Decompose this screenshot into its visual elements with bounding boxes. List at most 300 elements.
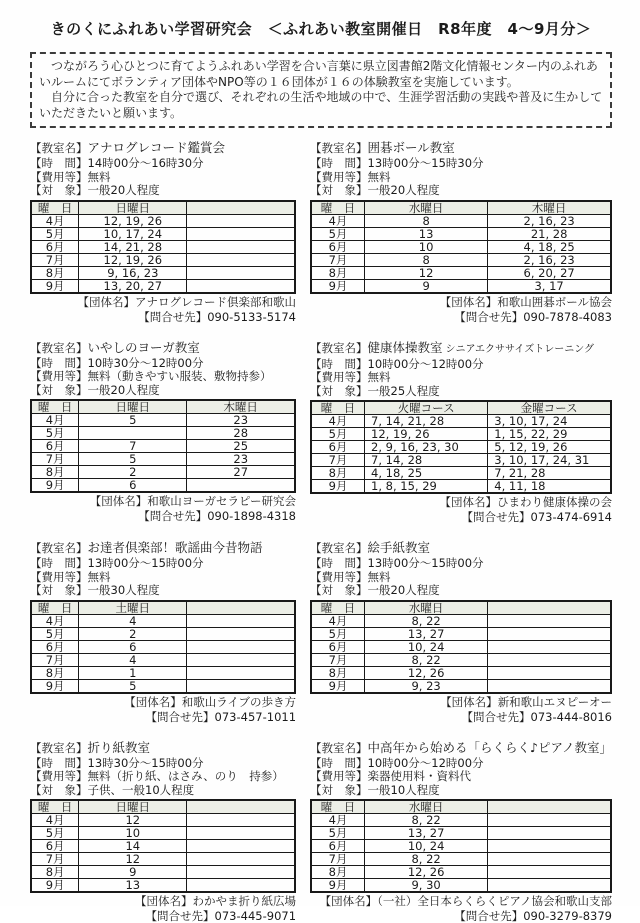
group-label: 【団体名】 — [320, 894, 378, 908]
month-cell: 7月 — [311, 653, 364, 666]
schedule-row — [311, 240, 611, 253]
column-header-cell — [488, 601, 611, 615]
dates-cell: 13, 27 — [365, 827, 488, 840]
dates-cell — [187, 627, 295, 640]
info-line-target — [30, 784, 296, 798]
dates-cell: 8 — [365, 253, 488, 266]
dates-cell: 13 — [365, 227, 488, 240]
class-section-7 — [310, 740, 612, 923]
class-name: 囲碁ボール教室 — [368, 140, 455, 155]
footer-line-contact — [310, 510, 612, 524]
schedule-row — [311, 840, 611, 853]
dates-cell: 2 — [79, 627, 187, 640]
info-line-target — [310, 385, 612, 399]
month-cell: 9月 — [31, 479, 79, 493]
class-name: 絵手紙教室 — [368, 540, 431, 555]
schedule-row — [31, 440, 295, 453]
dates-cell: 13, 27 — [365, 627, 488, 640]
schedule-row — [31, 814, 295, 827]
schedule-row — [31, 866, 295, 879]
dates-cell — [488, 827, 611, 840]
dates-cell — [187, 253, 295, 266]
dates-cell — [187, 227, 295, 240]
class-name: お達者倶楽部！歌謡曲今昔物語 — [88, 540, 263, 555]
class-name: いやしのヨーガ教室 — [88, 340, 200, 355]
footer-line-group — [30, 894, 296, 908]
column-header-cell: 木曜日 — [187, 400, 295, 414]
info-line-time — [310, 157, 612, 171]
class-section-4 — [30, 540, 296, 724]
month-cell: 7月 — [311, 454, 364, 467]
month-cell: 8月 — [31, 466, 79, 479]
dates-cell: 8, 22 — [365, 814, 488, 827]
schedule-row — [31, 653, 295, 666]
dates-cell — [488, 640, 611, 653]
month-cell: 6月 — [31, 240, 79, 253]
info-line-name — [30, 340, 296, 356]
column-header-cell: 火曜コース — [365, 401, 488, 415]
name-label: 【教室名】 — [30, 341, 88, 355]
dates-cell: 7, 14, 28 — [365, 454, 488, 467]
schedule-row — [31, 453, 295, 466]
month-cell: 8月 — [31, 266, 79, 279]
class-fee: 無料 — [368, 170, 391, 184]
info-line-target — [30, 184, 296, 198]
dates-cell: 1 — [79, 666, 187, 679]
schedule-row — [31, 240, 295, 253]
target-label: 【対 象】 — [310, 384, 368, 398]
schedule-row — [311, 428, 611, 441]
contact-phone: 090-1898-4318 — [207, 509, 296, 523]
class-section-2 — [30, 340, 296, 524]
schedule-row — [31, 614, 295, 627]
month-cell: 8月 — [311, 467, 364, 480]
group-label: 【団体名】 — [78, 295, 136, 309]
month-cell: 8月 — [31, 866, 79, 879]
dates-cell: 6 — [79, 640, 187, 653]
name-label: 【教室名】 — [310, 341, 368, 355]
dates-cell: 12, 19, 26 — [79, 253, 187, 266]
dates-cell: 5 — [79, 679, 187, 693]
class-time: 10時00分～12時00分 — [368, 756, 484, 770]
dates-cell: 10, 24 — [365, 840, 488, 853]
contact-phone: 090-7878-4083 — [523, 310, 612, 324]
dates-cell: 2, 16, 23 — [488, 253, 611, 266]
info-line-name — [30, 740, 296, 756]
column-header-cell: 日曜日 — [79, 201, 187, 215]
fee-label: 【費用等】 — [310, 370, 368, 384]
schedule-row — [311, 614, 611, 627]
group-name: わかやま折り紙広場 — [193, 894, 297, 908]
group-label: 【団体名】 — [90, 494, 148, 508]
schedule-row — [311, 866, 611, 879]
dates-cell: 8 — [365, 214, 488, 227]
schedule-header-row — [31, 201, 295, 215]
column-header-cell: 日曜日 — [79, 400, 187, 414]
dates-cell: 8, 22 — [365, 853, 488, 866]
footer-line-contact — [30, 509, 296, 523]
fee-label: 【費用等】 — [30, 769, 88, 783]
month-cell: 7月 — [31, 253, 79, 266]
class-time: 10時30分～12時00分 — [88, 356, 204, 370]
class-target: 子供、一般10人程度 — [88, 783, 195, 797]
contact-label: 【問合せ先】 — [462, 710, 531, 724]
month-cell: 7月 — [31, 853, 79, 866]
month-cell: 6月 — [311, 840, 364, 853]
dates-cell — [187, 640, 295, 653]
sections-grid — [30, 140, 612, 923]
month-cell: 8月 — [311, 666, 364, 679]
dates-cell: 12 — [365, 266, 488, 279]
month-cell: 4月 — [31, 614, 79, 627]
time-label: 【時 間】 — [310, 556, 368, 570]
class-section-0 — [30, 140, 296, 324]
dates-cell: 10, 17, 24 — [79, 227, 187, 240]
class-fee: 無料（折り紙、はさみ、のり 持参） — [88, 769, 284, 783]
schedule-row — [31, 479, 295, 493]
dates-cell — [488, 627, 611, 640]
footer-line-group — [30, 695, 296, 709]
name-label: 【教室名】 — [30, 741, 88, 755]
schedule-table — [30, 200, 296, 294]
schedule-row — [311, 679, 611, 693]
contact-phone: 073-457-1011 — [215, 710, 296, 724]
target-label: 【対 象】 — [30, 183, 88, 197]
schedule-row — [31, 853, 295, 866]
info-line-name — [310, 540, 612, 556]
dates-cell: 23 — [187, 453, 295, 466]
dates-cell — [187, 614, 295, 627]
schedule-row — [311, 814, 611, 827]
class-time: 13時00分～15時00分 — [88, 556, 204, 570]
name-label: 【教室名】 — [310, 741, 368, 755]
page-title: きのくにふれあい学習研究会 ＜ふれあい教室開催日 R8年度 4～9月分＞ — [30, 18, 612, 39]
info-line-fee — [30, 370, 296, 384]
fee-label: 【費用等】 — [310, 769, 368, 783]
dates-cell — [187, 266, 295, 279]
dates-cell: 13 — [79, 879, 187, 893]
month-cell: 4月 — [31, 214, 79, 227]
schedule-row — [311, 467, 611, 480]
dates-cell — [187, 814, 295, 827]
dates-cell — [79, 427, 187, 440]
schedule-header-row — [31, 800, 295, 814]
class-name: 折り紙教室 — [88, 740, 151, 755]
target-label: 【対 象】 — [310, 583, 368, 597]
group-name: 和歌山ライブの歩き方 — [182, 695, 296, 709]
class-target: 一般25人程度 — [368, 384, 440, 398]
schedule-header-row — [31, 400, 295, 414]
schedule-header-row — [31, 601, 295, 615]
class-section-6 — [30, 740, 296, 923]
column-header-cell — [187, 601, 295, 615]
class-fee: 無料 — [368, 570, 391, 584]
footer-line-contact — [30, 909, 296, 923]
class-section-3 — [310, 340, 612, 525]
schedule-row — [31, 214, 295, 227]
column-header-cell — [187, 201, 295, 215]
dates-cell: 4 — [79, 653, 187, 666]
class-target: 一般20人程度 — [368, 183, 440, 197]
dates-cell: 3, 17 — [488, 279, 611, 293]
info-line-name — [310, 140, 612, 156]
dates-cell: 7, 21, 28 — [488, 467, 611, 480]
contact-label: 【問合せ先】 — [454, 909, 523, 923]
schedule-row — [31, 279, 295, 293]
dates-cell: 12, 26 — [365, 666, 488, 679]
info-line-name — [30, 540, 296, 556]
class-time: 14時00分～16時30分 — [88, 156, 204, 170]
dates-cell: 4, 18, 25 — [488, 240, 611, 253]
dates-cell — [488, 614, 611, 627]
month-cell: 5月 — [31, 227, 79, 240]
footer-line-contact — [30, 710, 296, 724]
group-name: アナログレコード倶楽部和歌山 — [135, 295, 296, 309]
contact-label: 【問合せ先】 — [146, 909, 215, 923]
dates-cell: 3, 10, 17, 24, 31 — [488, 454, 611, 467]
info-line-name — [310, 740, 612, 756]
schedule-row — [31, 840, 295, 853]
target-label: 【対 象】 — [30, 783, 88, 797]
dates-cell: 9 — [79, 866, 187, 879]
dates-cell: 6 — [79, 479, 187, 493]
dates-cell: 9, 23 — [365, 679, 488, 693]
footer-line-contact — [310, 909, 612, 923]
month-cell: 4月 — [311, 214, 364, 227]
dates-cell: 5 — [79, 414, 187, 427]
time-label: 【時 間】 — [30, 156, 88, 170]
month-cell: 6月 — [311, 640, 364, 653]
class-fee: 無料 — [88, 170, 111, 184]
month-cell: 6月 — [31, 640, 79, 653]
contact-label: 【問合せ先】 — [138, 509, 207, 523]
column-header-cell: 水曜日 — [365, 800, 488, 814]
schedule-row — [311, 653, 611, 666]
dates-cell: 23 — [187, 414, 295, 427]
group-name: （一社）全日本らくらくピアノ協会和歌山支部 — [377, 894, 612, 908]
schedule-row — [31, 879, 295, 893]
schedule-row — [311, 627, 611, 640]
target-label: 【対 象】 — [310, 783, 368, 797]
contact-phone: 090-3279-8379 — [523, 909, 612, 923]
group-name: ひまわり健康体操の会 — [497, 495, 612, 509]
dates-cell: 12, 19, 26 — [365, 428, 488, 441]
day-header-cell: 曜 日 — [31, 601, 79, 615]
dates-cell: 8, 22 — [365, 653, 488, 666]
schedule-row — [31, 427, 295, 440]
schedule-table — [310, 600, 612, 694]
fee-label: 【費用等】 — [310, 170, 368, 184]
month-cell: 5月 — [311, 428, 364, 441]
footer-line-contact — [30, 310, 296, 324]
info-line-fee — [310, 171, 612, 185]
dates-cell: 12 — [79, 814, 187, 827]
schedule-row — [311, 853, 611, 866]
class-time: 10時00分～12時00分 — [368, 357, 484, 371]
footer-line-contact — [310, 310, 612, 324]
dates-cell: 12, 26 — [365, 866, 488, 879]
dates-cell: 4, 11, 18 — [488, 480, 611, 494]
column-header-cell: 土曜日 — [79, 601, 187, 615]
dates-cell — [488, 679, 611, 693]
schedule-header-row — [311, 800, 611, 814]
month-cell: 9月 — [31, 879, 79, 893]
month-cell: 5月 — [31, 827, 79, 840]
footer-line-group — [310, 695, 612, 709]
group-name: 和歌山囲碁ボール協会 — [497, 295, 612, 309]
group-label: 【団体名】 — [440, 495, 498, 509]
schedule-row — [31, 679, 295, 693]
day-header-cell: 曜 日 — [31, 201, 79, 215]
class-time: 13時00分～15時00分 — [368, 556, 484, 570]
target-label: 【対 象】 — [310, 183, 368, 197]
info-line-name — [310, 340, 612, 357]
schedule-table — [30, 799, 296, 893]
dates-cell: 21, 28 — [488, 227, 611, 240]
info-line-target — [310, 584, 612, 598]
schedule-table — [310, 200, 612, 294]
info-line-time — [310, 557, 612, 571]
dates-cell: 6, 20, 27 — [488, 266, 611, 279]
intro-paragraph-2: 自分に合った教室を自分で選び、それぞれの生活や地域の中で、生涯学習活動の実践や普及に生かしていただきたいと願います。 — [39, 90, 603, 121]
class-fee: 無料（動きやすい服装、敷物持参） — [88, 369, 272, 383]
class-target: 一般10人程度 — [368, 783, 440, 797]
schedule-row — [31, 466, 295, 479]
column-header-cell: 日曜日 — [79, 800, 187, 814]
footer-line-group — [30, 494, 296, 508]
dates-cell — [187, 866, 295, 879]
dates-cell — [488, 814, 611, 827]
month-cell: 5月 — [311, 227, 364, 240]
schedule-row — [311, 480, 611, 494]
target-label: 【対 象】 — [30, 383, 88, 397]
dates-cell: 9, 30 — [365, 879, 488, 893]
month-cell: 4月 — [31, 414, 79, 427]
class-name: 健康体操教室 — [368, 340, 443, 355]
class-fee: 無料 — [368, 370, 391, 384]
info-line-time — [30, 557, 296, 571]
month-cell: 6月 — [31, 840, 79, 853]
dates-cell: 27 — [187, 466, 295, 479]
dates-cell — [187, 840, 295, 853]
schedule-row — [311, 666, 611, 679]
column-header-cell: 水曜日 — [365, 201, 488, 215]
dates-cell — [187, 214, 295, 227]
month-cell: 4月 — [31, 814, 79, 827]
month-cell: 9月 — [311, 679, 364, 693]
dates-cell: 2, 9, 16, 23, 30 — [365, 441, 488, 454]
info-line-fee — [30, 171, 296, 185]
day-header-cell: 曜 日 — [311, 601, 364, 615]
schedule-row — [31, 640, 295, 653]
dates-cell: 4, 18, 25 — [365, 467, 488, 480]
footer-line-group — [310, 894, 612, 908]
info-line-target — [30, 384, 296, 398]
dates-cell: 9, 16, 23 — [79, 266, 187, 279]
day-header-cell: 曜 日 — [31, 800, 79, 814]
schedule-row — [311, 266, 611, 279]
day-header-cell: 曜 日 — [31, 400, 79, 414]
schedule-row — [311, 441, 611, 454]
dates-cell — [187, 853, 295, 866]
dates-cell: 7, 14, 21, 28 — [365, 415, 488, 428]
info-line-fee — [30, 770, 296, 784]
info-line-time — [30, 357, 296, 371]
month-cell: 9月 — [31, 279, 79, 293]
month-cell: 9月 — [311, 879, 364, 893]
info-line-fee — [310, 371, 612, 385]
dates-cell: 14 — [79, 840, 187, 853]
schedule-row — [311, 640, 611, 653]
schedule-row — [311, 454, 611, 467]
contact-label: 【問合せ先】 — [138, 310, 207, 324]
dates-cell — [488, 666, 611, 679]
dates-cell: 10 — [79, 827, 187, 840]
dates-cell — [187, 279, 295, 293]
group-label: 【団体名】 — [135, 894, 193, 908]
dates-cell: 9 — [365, 279, 488, 293]
class-target: 一般20人程度 — [88, 183, 160, 197]
dates-cell — [187, 666, 295, 679]
dates-cell: 2, 16, 23 — [488, 214, 611, 227]
month-cell: 5月 — [31, 627, 79, 640]
month-cell: 4月 — [311, 614, 364, 627]
dates-cell — [488, 853, 611, 866]
month-cell: 6月 — [311, 441, 364, 454]
schedule-row — [31, 227, 295, 240]
fee-label: 【費用等】 — [310, 570, 368, 584]
time-label: 【時 間】 — [310, 357, 368, 371]
month-cell: 5月 — [311, 827, 364, 840]
schedule-row — [311, 214, 611, 227]
dates-cell: 2 — [79, 466, 187, 479]
dates-cell — [187, 827, 295, 840]
time-label: 【時 間】 — [30, 756, 88, 770]
month-cell: 9月 — [31, 679, 79, 693]
info-line-fee — [30, 571, 296, 585]
info-line-target — [30, 584, 296, 598]
schedule-row — [31, 666, 295, 679]
footer-line-group — [30, 295, 296, 309]
dates-cell: 3, 10, 17, 24 — [488, 415, 611, 428]
schedule-row — [311, 253, 611, 266]
month-cell: 6月 — [311, 240, 364, 253]
info-line-time — [30, 757, 296, 771]
info-line-target — [310, 784, 612, 798]
column-header-cell — [488, 800, 611, 814]
schedule-row — [311, 879, 611, 893]
dates-cell: 10 — [365, 240, 488, 253]
dates-cell: 1, 8, 15, 29 — [365, 480, 488, 494]
schedule-table — [30, 600, 296, 694]
class-target: 一般30人程度 — [88, 583, 160, 597]
dates-cell: 28 — [187, 427, 295, 440]
schedule-row — [31, 627, 295, 640]
dates-cell — [488, 840, 611, 853]
schedule-row — [31, 266, 295, 279]
schedule-row — [311, 827, 611, 840]
time-label: 【時 間】 — [310, 156, 368, 170]
class-name: アナログレコード鑑賞会 — [88, 140, 226, 155]
contact-label: 【問合せ先】 — [454, 310, 523, 324]
dates-cell: 7 — [79, 440, 187, 453]
dates-cell: 13, 20, 27 — [79, 279, 187, 293]
time-label: 【時 間】 — [310, 756, 368, 770]
info-line-fee — [310, 571, 612, 585]
name-label: 【教室名】 — [310, 541, 368, 555]
day-header-cell: 曜 日 — [311, 401, 364, 415]
footer-line-contact — [310, 710, 612, 724]
